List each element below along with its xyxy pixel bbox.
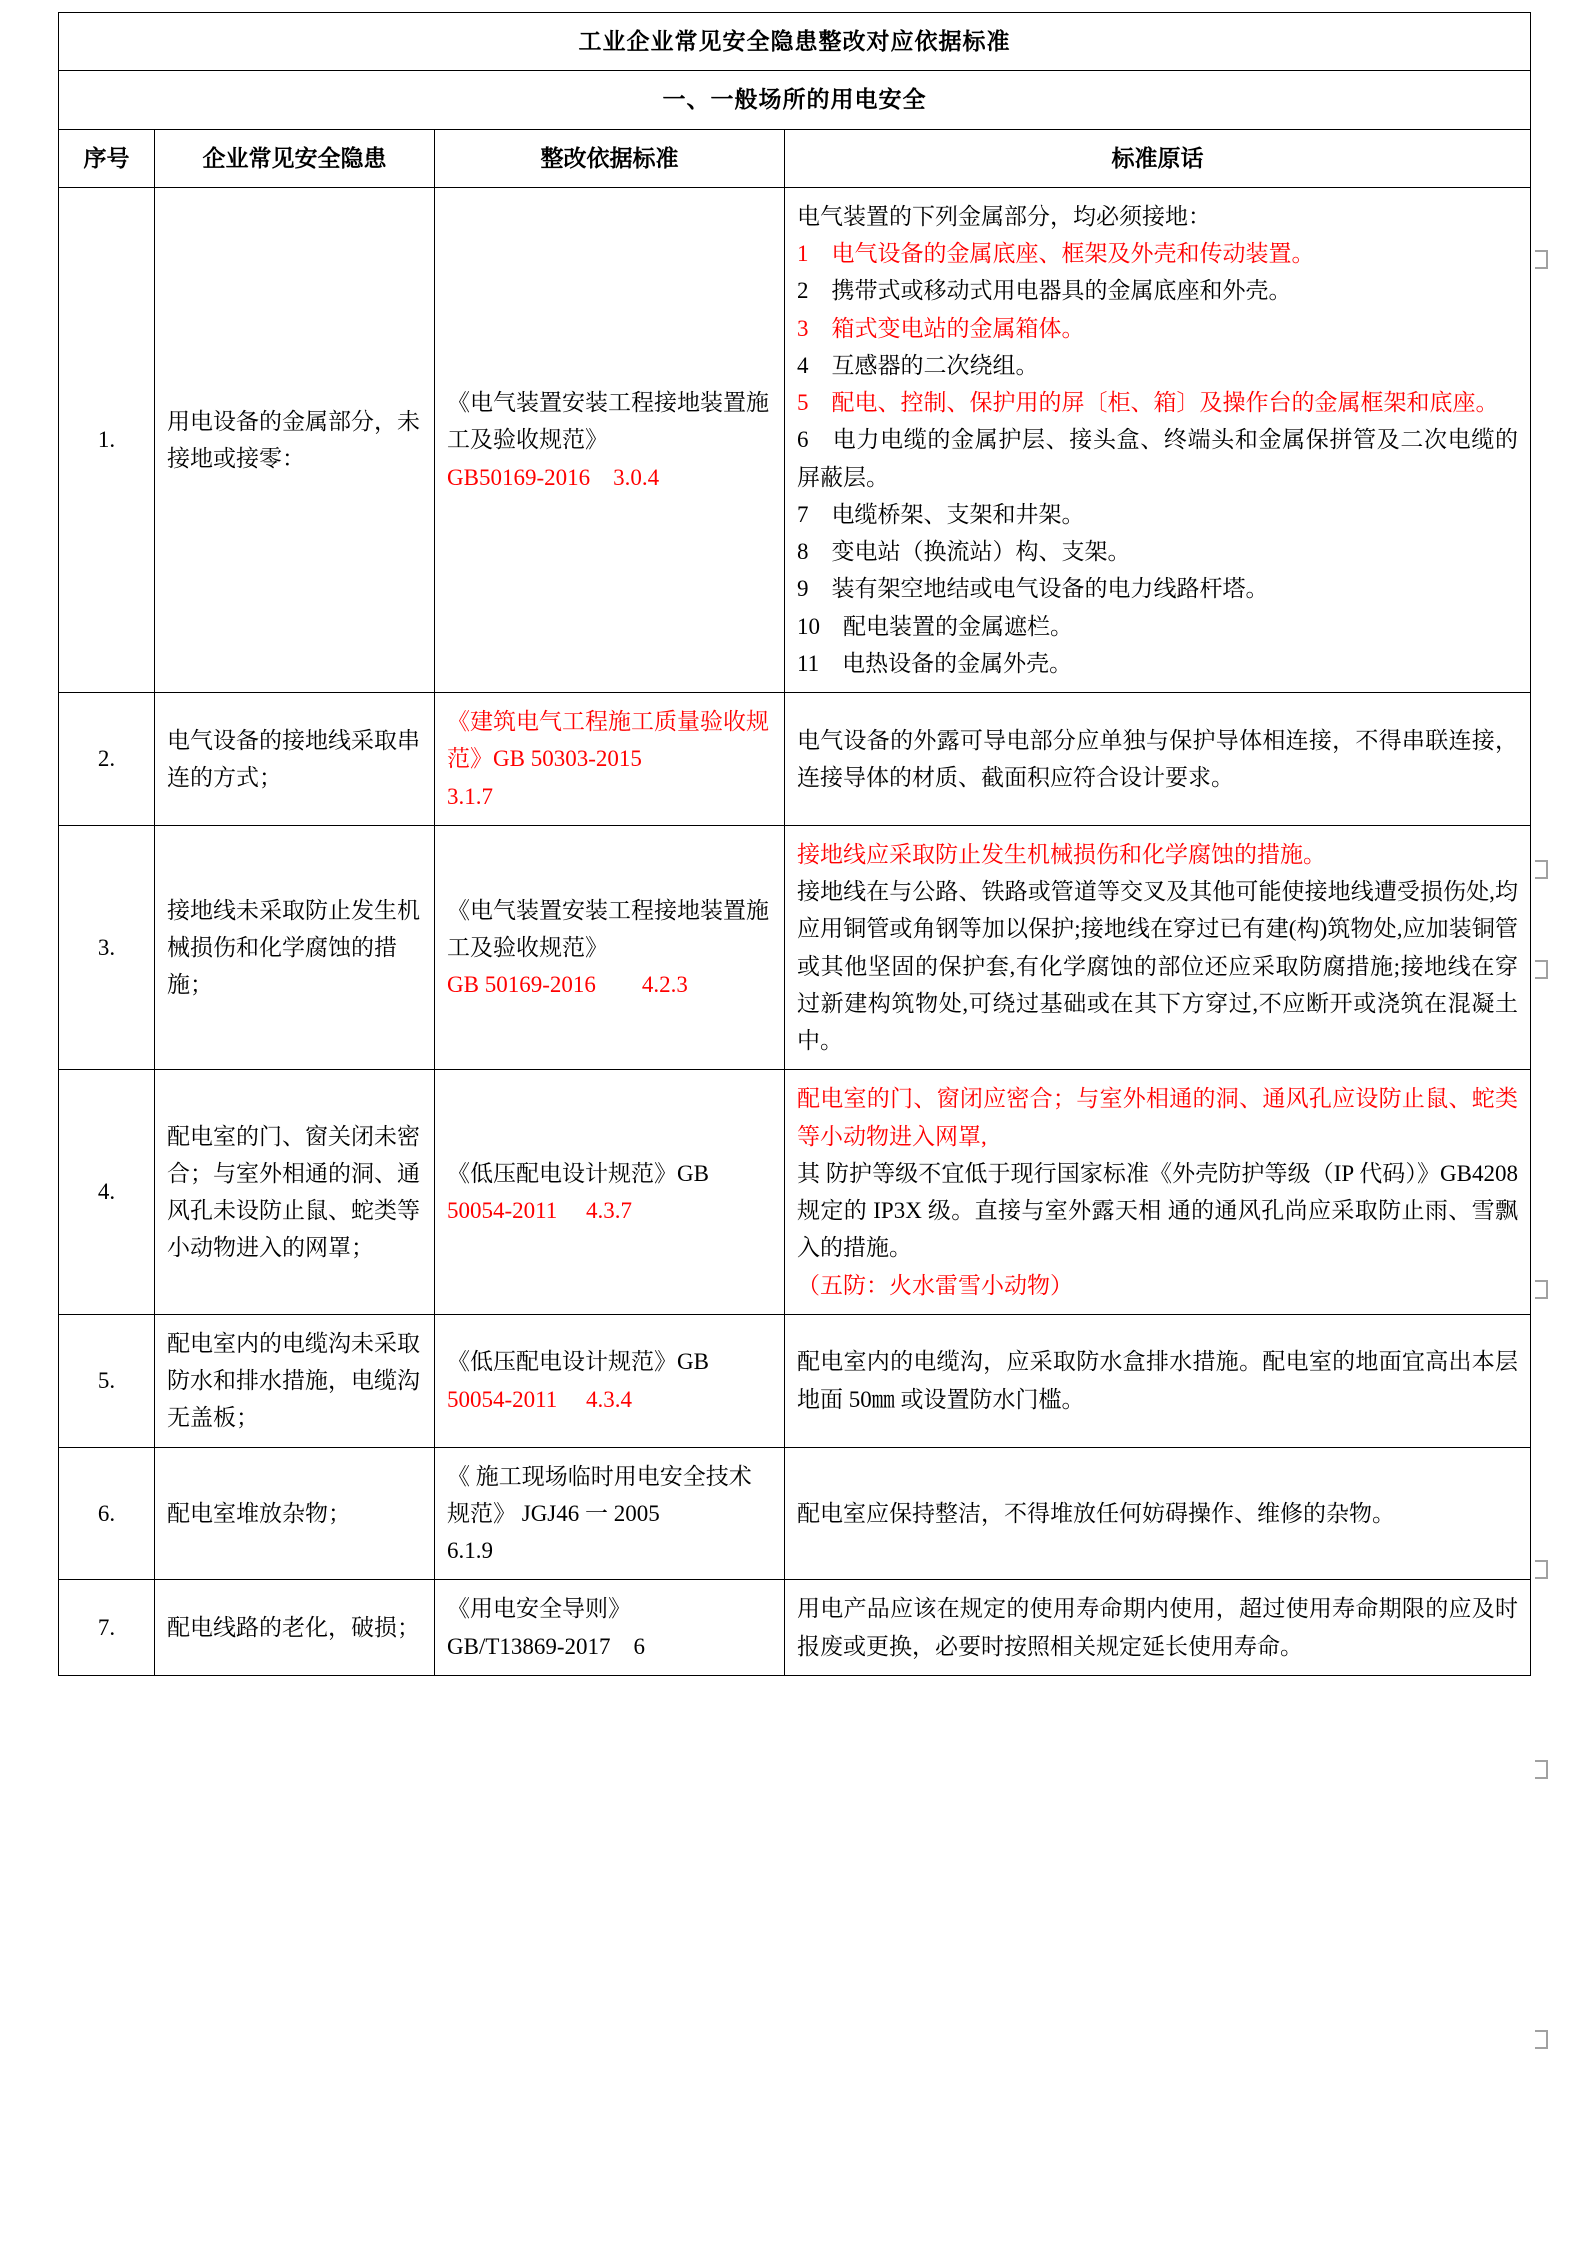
standard-reference — [435, 825, 785, 1070]
table-row — [59, 1447, 1531, 1580]
row-number: 2. — [59, 693, 155, 826]
table-row — [59, 1580, 1531, 1676]
title-row — [59, 13, 1531, 71]
standard-line: 50054-2011 4.3.7 — [447, 1198, 633, 1223]
standard-line: 《用电安全导则》 — [447, 1596, 631, 1622]
hazard-description: 配电室的门、窗关闭未密合；与室外相通的洞、通风孔未设防止鼠、蛇类等小动物进入的网罩； — [155, 1070, 435, 1315]
row-number: 5. — [59, 1314, 155, 1447]
standard-line: GB 50169-2016 4.2.3 — [447, 972, 688, 998]
quote-line: 配电室内的电缆沟，应采取防水盒排水措施。配电室的地面宜高出本层地面 50㎜ 或设置防水门槛。 — [797, 1349, 1518, 1412]
hazard-description: 配电线路的老化，破损； — [155, 1580, 435, 1676]
quote-line: 电气设备的外露可导电部分应单独与保护导体相连接，不得串联连接，连接导体的材质、截面积应符合设计要求。 — [797, 727, 1518, 790]
quote-line: 9 装有架空地结或电气设备的电力线路杆塔。 — [797, 576, 1269, 602]
standard-line: 《低压配电设计规范》GB — [447, 1160, 709, 1186]
document-title: 工业企业常见安全隐患整改对应依据标准 — [59, 13, 1531, 71]
column-header-hazard: 企业常见安全隐患 — [155, 129, 435, 187]
hazard-description: 电气设备的接地线采取串连的方式； — [155, 693, 435, 826]
quote-line: 8 变电站（换流站）构、支架。 — [797, 539, 1131, 564]
column-header-quote: 标准原话 — [785, 129, 1531, 187]
standard-line: 6.1.9 — [447, 1538, 493, 1563]
hazard-description: 用电设备的金属部分，未接地或接零： — [155, 187, 435, 692]
standard-quote — [785, 1447, 1531, 1580]
row-number: 3. — [59, 825, 155, 1070]
standards-table — [58, 12, 1531, 1676]
standard-line: GB50169-2016 3.0.4 — [447, 464, 660, 490]
row-number: 1. — [59, 187, 155, 692]
row-number: 6. — [59, 1447, 155, 1580]
hazard-description: 接地线未采取防止发生机械损伤和化学腐蚀的措施； — [155, 825, 435, 1070]
standard-reference — [435, 1314, 785, 1447]
standard-line: 《电气装置安装工程接地装置施工及验收规范》 — [447, 897, 769, 960]
standard-reference — [435, 693, 785, 826]
hazard-description: 配电室内的电缆沟未采取防水和排水措施，电缆沟无盖板； — [155, 1314, 435, 1447]
quote-line: 5 配电、控制、保护用的屏〔柜、箱〕及操作台的金属框架和底座。 — [797, 390, 1499, 415]
standard-quote — [785, 1070, 1531, 1315]
quote-line: 10 配电装置的金属遮栏。 — [797, 613, 1073, 639]
standard-quote — [785, 1580, 1531, 1676]
standard-reference — [435, 1447, 785, 1580]
quote-line: （五防：火水雷雪小动物） — [797, 1272, 1073, 1298]
standard-quote — [785, 693, 1531, 826]
standard-line: 3.1.7 — [447, 783, 493, 809]
standard-line: 50054-2011 4.3.4 — [447, 1386, 633, 1412]
standard-reference — [435, 187, 785, 692]
table-row — [59, 1070, 1531, 1315]
row-number: 4. — [59, 1070, 155, 1315]
standard-line: 《低压配电设计规范》GB — [447, 1349, 709, 1375]
table-header-row — [59, 129, 1531, 187]
column-header-standard: 整改依据标准 — [435, 129, 785, 187]
hazard-description: 配电室堆放杂物； — [155, 1447, 435, 1580]
quote-line: 接地线应采取防止发生机械损伤和化学腐蚀的措施。 — [797, 841, 1326, 867]
standard-quote — [785, 187, 1531, 692]
standard-reference — [435, 1580, 785, 1676]
quote-line: 电气装置的下列金属部分，均必须接地： — [797, 203, 1211, 229]
page-edge-artifacts — [1535, 0, 1549, 2245]
quote-line: 2 携带式或移动式用电器具的金属底座和外壳。 — [797, 278, 1292, 304]
section-heading: 一、一般场所的用电安全 — [59, 71, 1531, 129]
quote-line: 3 箱式变电站的金属箱体。 — [797, 315, 1085, 341]
table-row — [59, 825, 1531, 1070]
standard-line: 《建筑电气工程施工质量验收规范》GB 50303-2015 — [447, 709, 769, 772]
standard-line: 《电气装置安装工程接地装置施工及验收规范》 — [447, 390, 769, 453]
quote-line: 7 电缆桥架、支架和井架。 — [797, 501, 1085, 527]
standard-quote — [785, 1314, 1531, 1447]
quote-line: 用电产品应该在规定的使用寿命期内使用，超过使用寿命期限的应及时报废或更换，必要时按照相关规定延长使用寿命。 — [797, 1596, 1518, 1659]
quote-line: 11 电热设备的金属外壳。 — [797, 650, 1073, 676]
quote-line: 6 电力电缆的金属护层、接头盒、终端头和金属保拼管及二次电缆的屏蔽层。 — [797, 427, 1518, 490]
standard-line: GB/T13869-2017 6 — [447, 1633, 646, 1659]
table-row — [59, 693, 1531, 826]
table-body — [59, 187, 1531, 1675]
quote-line: 其 防护等级不宜低于现行国家标准《外壳防护等级（IP 代码）》GB4208 规定的 IP3X 级。直接与室外露天相 通的通风孔尚应采取防止雨、雪飘入的措施。 — [797, 1160, 1518, 1261]
standard-quote — [785, 825, 1531, 1070]
quote-line: 1 电气设备的金属底座、框架及外壳和传动装置。 — [797, 241, 1315, 266]
row-number: 7. — [59, 1580, 155, 1676]
standard-line: 《 施工现场临时用电安全技术规范》 JGJ46 一 2005 — [447, 1463, 752, 1526]
quote-line: 接地线在与公路、铁路或管道等交叉及其他可能使接地线遭受损伤处,均应用铜管或角钢等加以保护;接地线在穿过已有建(构)筑物处,应加装铜管或其他坚固的保护套,有化学腐蚀的部位还应采取防腐措施;接地线在穿过新建构筑物处,可绕过基础或在其下方穿过,不应断开或浇筑在混凝土中。 — [797, 879, 1518, 1053]
table-row — [59, 1314, 1531, 1447]
quote-line: 配电室的门、窗闭应密合；与室外相通的洞、通风孔应设防止鼠、蛇类等小动物进入网罩, — [797, 1086, 1518, 1149]
section-row — [59, 71, 1531, 129]
column-header-no: 序号 — [59, 129, 155, 187]
standard-reference — [435, 1070, 785, 1315]
quote-line: 配电室应保持整洁，不得堆放任何妨碍操作、维修的杂物。 — [797, 1500, 1395, 1526]
quote-line: 4 互感器的二次绕组。 — [797, 352, 1039, 378]
table-row — [59, 187, 1531, 692]
